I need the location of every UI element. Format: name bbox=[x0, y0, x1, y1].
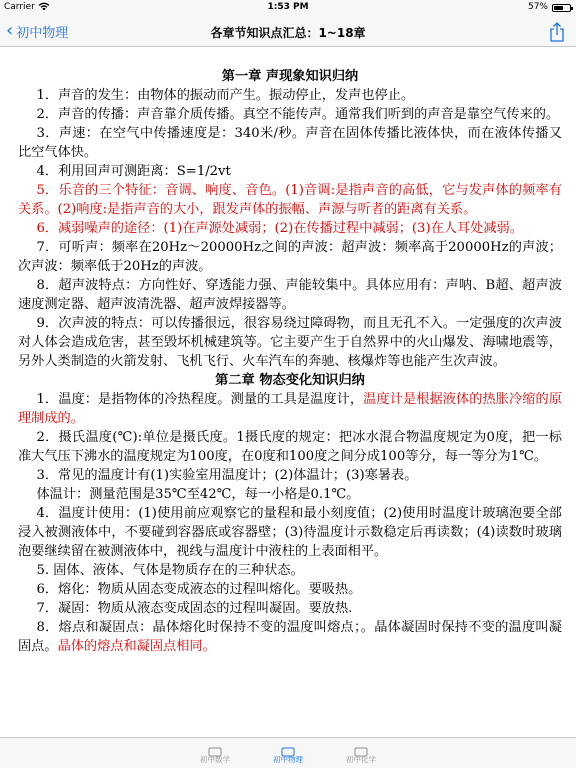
paragraph: 2．声音的传播：声音靠介质传播。真空不能传声。通常我们听到的声音是靠空气传来的。 bbox=[36, 107, 560, 122]
paragraph: 2．摄氏温度(℃):单位是摄氏度。1摄氏度的规定：把冰水混合物温度规定为0度，把一标准大气压下沸水的温度规定为100度，在0度和100度之间分成100等分，每一等分为1℃。 bbox=[18, 430, 562, 464]
paragraph: 7．可听声：频率在20Hz～20000Hz之间的声波：超声波：频率高于20000Hz的声波；次声波：频率低于20Hz的声波。 bbox=[18, 240, 562, 274]
tab-bar bbox=[0, 737, 576, 768]
chapter-title: 第二章 物态变化知识归纳 bbox=[215, 373, 365, 388]
chapter-title: 第一章 声现象知识归纳 bbox=[221, 69, 359, 84]
paragraph: 体温计：测量范围是35℃至42℃，每一小格是0.1℃。 bbox=[36, 487, 360, 502]
tab-math-icon bbox=[207, 742, 223, 752]
status-time: 1:53 PM bbox=[267, 2, 309, 12]
highlighted-text: 晶体的熔点和凝固点相同。 bbox=[57, 639, 216, 654]
navigation-bar bbox=[0, 16, 576, 47]
tab-physics[interactable] bbox=[253, 738, 323, 768]
paragraph: 4．利用回声可测距离：S=1/2vt bbox=[36, 164, 231, 179]
tab-label: 初中数学 bbox=[200, 755, 230, 764]
paragraph-text: 1．温度：是指物体的冷热程度。测量的工具是温度计， bbox=[36, 392, 364, 407]
status-bar bbox=[0, 0, 576, 16]
share-icon[interactable] bbox=[548, 22, 566, 42]
battery-icon bbox=[552, 4, 571, 12]
highlighted-paragraph: 6．减弱噪声的途径：(1)在声源处减弱；(2)在传播过程中减弱；(3)在人耳处减弱。 bbox=[36, 221, 523, 236]
tab-math[interactable] bbox=[180, 738, 250, 768]
tab-label: 初中化学 bbox=[346, 755, 376, 764]
highlighted-paragraph: 5．乐音的三个特征：音调、响度、音色。(1)音调:是指声音的高低，它与发声体的频率有关系。(2)响度:是指声音的大小，跟发声体的振幅、声源与听者的距离有关系。 bbox=[18, 183, 562, 217]
highlighted-text: 温度计是根据液体的热胀冷缩的原理制成的。 bbox=[18, 392, 562, 426]
carrier-label: Carrier bbox=[4, 2, 35, 12]
tab-chemistry[interactable] bbox=[326, 738, 396, 768]
paragraph: 5. 固体、液体、气体是物质存在的三种状态。 bbox=[36, 563, 304, 578]
tab-physics-icon bbox=[280, 742, 296, 752]
paragraph: 7．凝固：物质从液态变成固态的过程叫凝固。要放热. bbox=[36, 601, 353, 616]
battery-percent: 57% bbox=[527, 2, 548, 12]
paragraph: 1．声音的发生：由物体的振动而产生。振动停止，发声也停止。 bbox=[36, 88, 415, 103]
paragraph bbox=[18, 390, 562, 428]
paragraph: 3．常见的温度计有(1)实验室用温度计；(2)体温计；(3)寒暑表。 bbox=[36, 468, 418, 483]
paragraph: 4．温度计使用：(1)使用前应观察它的量程和最小刻度值；(2)使用时温度计玻璃泡要全部浸入被测液体中，不要碰到容器底或容器壁；(3)待温度计示数稳定后再读数；(4)读数时玻璃泡要继续留在被测液体中，视线与温度计中液柱的上表面相平。 bbox=[18, 506, 562, 559]
chevron-left-icon: ‹ bbox=[6, 20, 14, 41]
article-content bbox=[0, 47, 576, 737]
page-title: 各章节知识点汇总：1~18章 bbox=[210, 26, 366, 40]
paragraph: 3．声速：在空气中传播速度是：340米/秒。声音在固体传播比液体快，而在液体传播又比空气体快。 bbox=[18, 126, 562, 160]
paragraph: 8．超声波特点：方向性好、穿透能力强、声能较集中。具体应用有：声呐、B超、超声波速度测定器、超声波清洗器、超声波焊接器等。 bbox=[18, 278, 562, 312]
paragraph-text: 8．熔点和凝固点：晶体熔化时保持不变的温度叫熔点；。晶体凝固时保持不变的温度叫凝固点。 bbox=[18, 620, 562, 654]
paragraph bbox=[18, 618, 562, 656]
paragraph: 6．熔化：物质从固态变成液态的过程叫熔化。要吸热。 bbox=[36, 582, 362, 597]
tab-chemistry-icon bbox=[353, 742, 369, 752]
paragraph: 9．次声波的特点：可以传播很远，很容易绕过障碍物，而且无孔不入。一定强度的次声波对人体会造成危害，甚至毁坏机械建筑等。它主要产生于自然界中的火山爆发、海啸地震等，另外人类制造的火箭发射、飞机飞行、火车汽车的奔驰、核爆炸等也能产生次声波。 bbox=[18, 316, 562, 369]
back-button-label: 初中物理 bbox=[16, 25, 69, 41]
tab-label: 初中物理 bbox=[273, 755, 303, 764]
